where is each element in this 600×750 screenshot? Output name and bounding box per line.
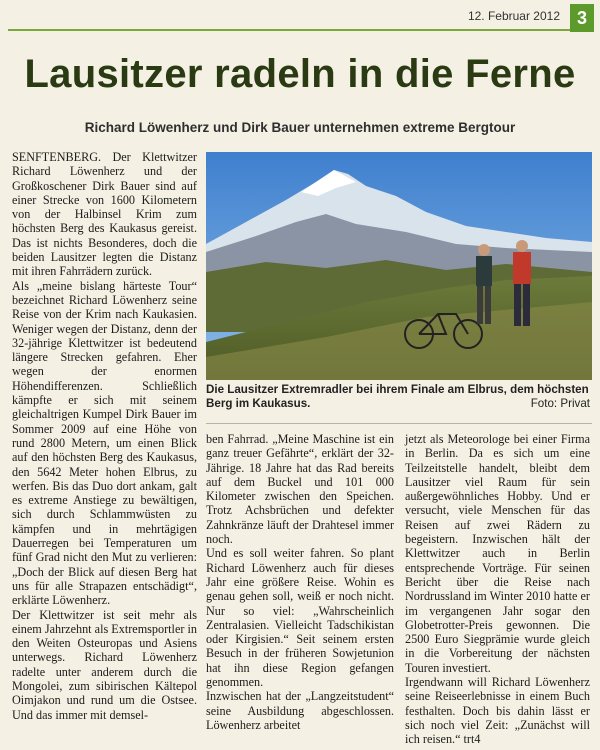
paragraph: Inzwischen hat der „Langzeitstudent“ seine Ausbildung abgeschlossen. Löwenherz arbeitet <box>206 689 394 732</box>
caption-text: Die Lausitzer Extremradler bei ihrem Finale am Elbrus, dem höchsten Berg im Kaukasus. <box>206 383 589 410</box>
article-headline: Lausitzer radeln in die Ferne <box>24 52 576 96</box>
paragraph: Irgendwann will Richard Löwenherz seine Reiseerlebnisse in einem Buch festhalten. Doch bis dahin lässt er sich noch viel Zeit: „Zunächst will ich reisen.“ trt4 <box>405 675 590 747</box>
column-1 <box>12 150 197 722</box>
page-header <box>0 0 600 34</box>
paragraph: Als „meine bislang härteste Tour“ bezeichnet Richard Löwenherz seine Reise von der Krim nach Kaukasien. Weniger wegen der Distanz, denn der 32-jährige Klettwitzer ist bedeutend längere Strecken gefahren. Eher wegen der enormen Höhendifferenzen. Schließlich kämpfte er sich mit seinem gleichaltrigen Kumpel Dirk Bauer im Sommer 2009 auf eine Höhe von rund 2800 Metern, um einen Blick auf den höchsten Berg des Kaukasus, den 5642 Meter hohen Elbrus, zu werfen. Bis das Duo dort ankam, galt es extreme Anstiege zu bewältigen, sich durch Schlammwüsten zu kämpfen und in mehrtägigen Dauerregen bei Temperaturen um fünf Grad nicht den Mut zu verlieren: „Doch der Blick auf diesen Berg hat uns für alle Strapazen entschädigt“, erklärte Löwenherz. <box>12 278 197 608</box>
paragraph: Der Klettwitzer ist seit mehr als einem Jahrzehnt als Extremsportler in den Weiten Osteuropas und Asiens unterwegs. Richard Löwenherz radelte unter anderem durch die Mongolei, zum sibirischen Kältepol Oimjakon und rund um die Ostsee. Und das immer mit demsel- <box>12 607 197 722</box>
article-subheadline: Richard Löwenherz und Dirk Bauer unternehmen extreme Bergtour <box>84 120 516 135</box>
photo-credit: Foto: Privat <box>530 396 590 410</box>
page-number: 3 <box>570 4 594 32</box>
paragraph: Und es soll weiter fahren. So plant Richard Löwenherz auch für dieses Jahr eine größere Reise. Wohin es genau gehen soll, weiß er noch nicht. Nur so viel: „Wahrscheinlich Zentralasien. Vielleicht Tadschikistan oder Kirgisien.“ Seit seinem ersten Besuch in der früheren Sowjetunion hat ihn diese Region gefangen genommen. <box>206 546 394 690</box>
paragraph: ben Fahrrad. „Meine Maschine ist ein ganz treuer Gefährte“, erklärt der 32-Jährige. 18 Jahre hat das Rad bereits auf dem Buckel und 101 000 Kilometer zwischen den Speichen. Trotz Achsbrüchen und defekter Zahnkränze läuft der Drahtesel immer noch. <box>206 432 394 547</box>
paragraph: jetzt als Meteorologe bei einer Firma in Berlin. Da es sich um eine Teilzeitstelle handelt, bleibt dem Lausitzer viel Raum für sein außergewöhnliches Hobby. Und er versucht, viele Menschen für das Reisen auf zwei Rädern zu begeistern. Inzwischen hält der Klettwitzer auch in Berlin entsprechende Vorträge. Für seinen Bericht über die Reise nach Nordrussland im Winter 2010 hatte er im vergangenen Jahr sogar den Globetrotter-Preis gewonnen. Die 2500 Euro Siegprämie wurde gleich in die Vorbereitung der nächsten Touren investiert. <box>405 432 590 675</box>
paragraph: SENFTENBERG. Der Klettwitzer Richard Löwenherz und der Großkoschener Dirk Bauer sind auf einer Strecke von 1600 Kilometern von der Halbinsel Krim zum höchsten Berg des Kaukasus gereist. Das ist nichts Besonderes, doch die beiden Lausitzer legten die Distanz mit ihren Fahrrädern zurück. <box>12 150 197 279</box>
photo-caption <box>206 383 592 410</box>
mountain-cyclists-illustration <box>206 152 592 380</box>
column-3 <box>405 432 590 747</box>
article-photo <box>206 152 592 380</box>
column-2 <box>206 432 394 732</box>
header-rule <box>8 29 570 31</box>
issue-date: 12. Februar 2012 <box>467 9 560 23</box>
caption-divider <box>206 423 592 424</box>
